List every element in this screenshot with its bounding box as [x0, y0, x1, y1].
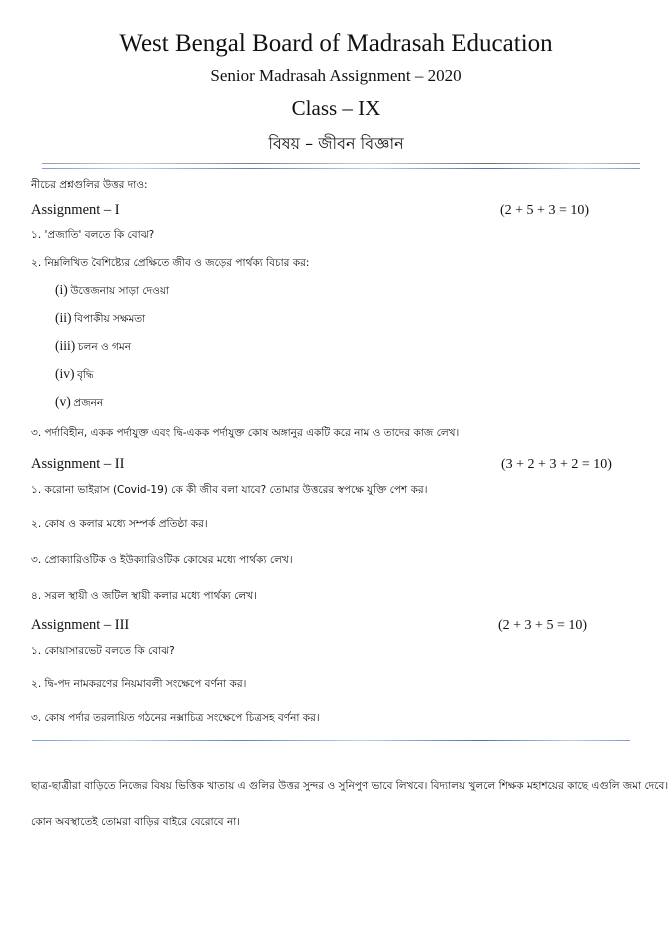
sub-item-1 [55, 282, 169, 301]
assignment-2-question-4: ৪. সরল স্থায়ী ও জটিল স্থায়ী কলার মধ্যে পার্থক্য লেখ। [31, 590, 257, 602]
instruction-text: নীচের প্রশ্নগুলির উত্তর দাও: [31, 179, 148, 191]
assignment-3-marks: (2 + 3 + 5 = 10) [498, 618, 588, 633]
assignment-2-heading: Assignment – II [31, 456, 125, 472]
assignment-1-heading: Assignment – I [31, 202, 120, 218]
section-divider [32, 740, 630, 741]
assignment-1-marks: (2 + 5 + 3 = 10) [500, 203, 590, 218]
footer-note-1: ছাত্র-ছাত্রীরা বাড়িতে নিজের বিষয় ভিত্তিক খাতায় এ গুলির উত্তর সুন্দর ও সুনিপুণ ভাবে লিখবে। বিদ্যালয় খুললে শিক্ষক মহাশয়ের কাছে এগুলি জমা দেবে। [31, 780, 669, 792]
footer-note-2: কোন অবস্থাতেই তোমরা বাড়ির বাইরে বেরোবে না। [31, 816, 241, 828]
sub-item-number: (i) [55, 282, 68, 297]
class-label: Class – IX [291, 96, 381, 120]
assignment-2-question-3: ৩. প্রোক্যারিওটিক ও ইউক্যারিওটিক কোষের মধ্যে পার্থক্য লেখ। [31, 554, 293, 566]
sub-item-text: চলন ও গমন [77, 341, 132, 353]
assignment-1-question-1: ১. 'প্রজাতি' বলতে কি বোঝ? [31, 229, 155, 241]
sub-item-number: (iii) [55, 338, 76, 353]
document-title: West Bengal Board of Madrasah Education [119, 30, 553, 57]
subject-label: বিষয় – জীবন বিজ্ঞান [268, 134, 404, 153]
sub-item-4 [55, 366, 94, 385]
header-divider-top [42, 163, 640, 164]
sub-item-number: (v) [55, 394, 71, 409]
sub-item-number: (ii) [55, 310, 72, 325]
assignment-3-question-2: ২. দ্বি-পদ নামকরণের নিয়মাবলী সংক্ষেপে বর্ণনা কর। [31, 678, 247, 690]
sub-item-2 [55, 310, 145, 329]
assignment-2-question-1: ১. করোনা ভাইরাস (Covid-19) কে কী জীব বলা যাবে? তোমার উত্তরের স্বপক্ষে যুক্তি পেশ কর। [31, 484, 428, 496]
assignment-3-question-1: ১. কোয়াসারভেট বলতে কি বোঝ? [31, 645, 175, 657]
sub-item-text: প্রজনন [73, 397, 104, 409]
header-divider-bottom [42, 168, 640, 169]
assignment-2-question-2: ২. কোষ ও কলার মধ্যে সম্পর্ক প্রতিষ্ঠা কর। [31, 518, 208, 530]
sub-item-3 [55, 338, 131, 357]
sub-item-number: (iv) [55, 366, 75, 381]
sub-item-text: উত্তেজনায় সাড়া দেওয়া [70, 285, 170, 297]
assignment-3-heading: Assignment – III [31, 617, 130, 633]
assignment-1-question-2: ২. নিম্নলিখিত বৈশিষ্ট্যের প্রেক্ষিতে জীব ও জড়ের পার্থক্য বিচার কর: [31, 257, 310, 269]
sub-item-text: বৃদ্ধি [77, 369, 94, 381]
document-subtitle: Senior Madrasah Assignment – 2020 [210, 66, 462, 85]
assignment-3-question-3: ৩. কোষ পর্দার তরলায়িত গঠনের নক্সাচিত্র সংক্ষেপে চিত্রসহ বর্ণনা কর। [31, 712, 320, 724]
sub-item-text: বিপাকীয় সক্ষমতা [74, 313, 146, 325]
sub-item-5 [55, 394, 103, 413]
assignment-1-question-3: ৩. পর্দাবিহীন, একক পর্দাযুক্ত এবং দ্বি-একক পর্দাযুক্ত কোষ অঙ্গানুর একটি করে নাম ও তাদের কাজ লেখ। [31, 427, 460, 439]
assignment-2-marks: (3 + 2 + 3 + 2 = 10) [501, 457, 612, 472]
